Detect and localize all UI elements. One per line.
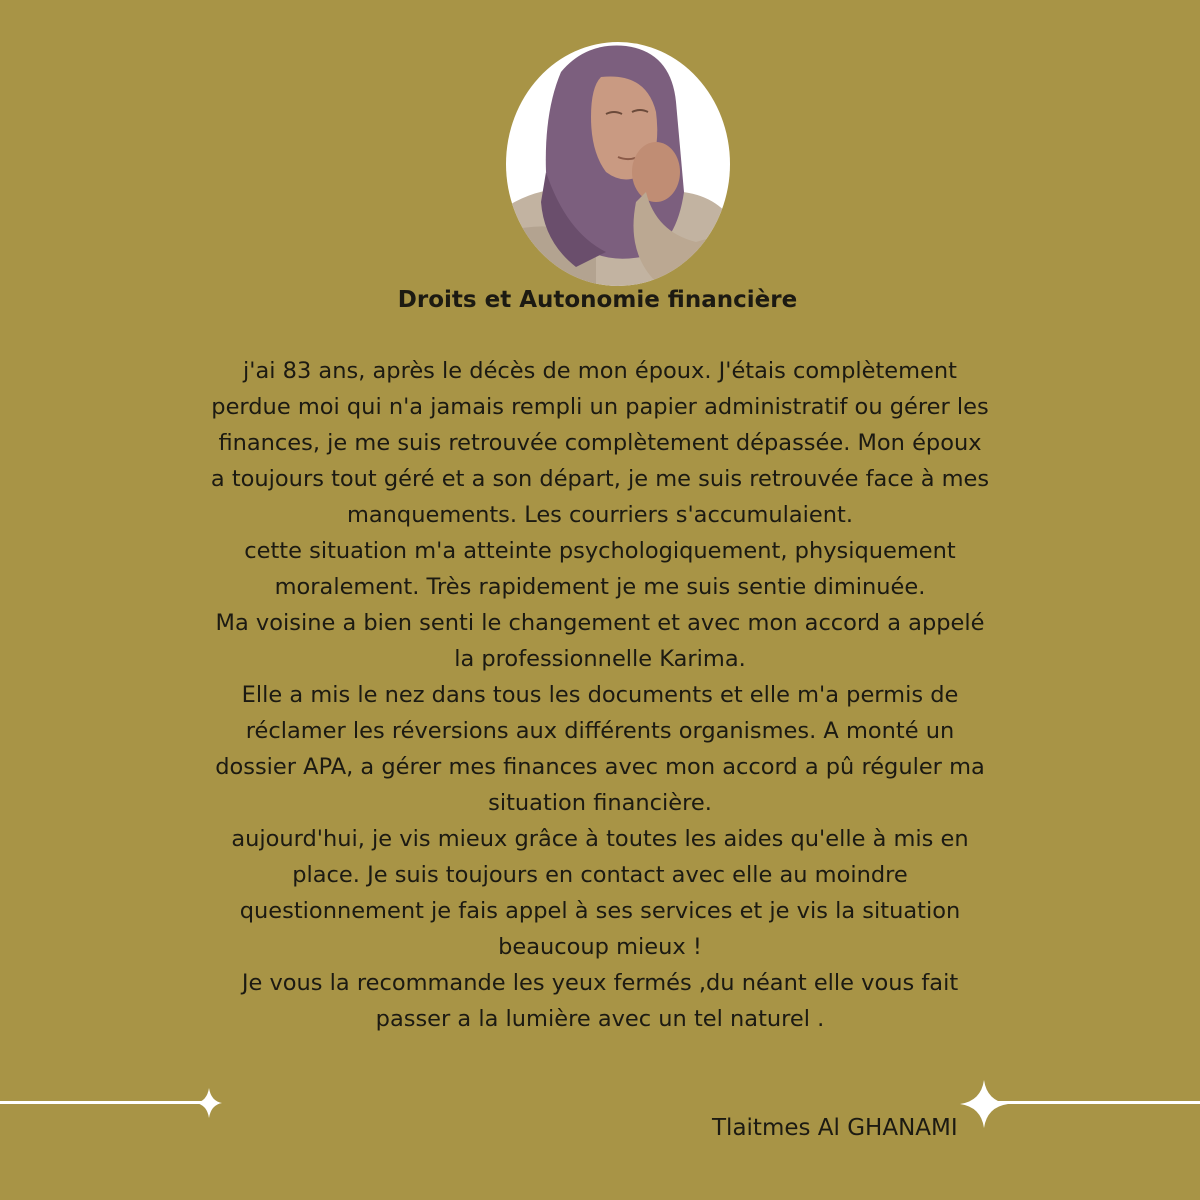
page-title: Droits et Autonomie financière (397, 287, 798, 313)
testimonial-paragraph: cette situation m'a atteinte psychologiquement, physiquement moralement. Très rapidement je me suis sentie diminuée. (244, 538, 956, 600)
author-signature: Tlaitmes Al GHANAMI (712, 1115, 958, 1141)
testimonial-paragraph: aujourd'hui, je vis mieux grâce à toutes les aides qu'elle à mis en place. Je suis toujours en contact avec elle au moindre questionnement je fais appel à ses services et je vis la situation beaucoup mieux ! (231, 826, 969, 960)
sparkle-icon (196, 1088, 222, 1118)
left-divider-line (0, 1101, 212, 1104)
right-divider-line (990, 1101, 1200, 1104)
testimonial-paragraph: Je vous la recommande les yeux fermés ,du néant elle vous fait passer a la lumière avec un tel naturel . (241, 970, 959, 1032)
portrait-photo (506, 42, 730, 286)
testimonial-paragraph: j'ai 83 ans, après le décès de mon époux. J'étais complètement perdue moi qui n'a jamais rempli un papier administratif ou gérer les finances, je me suis retrouvée complètement dépassée. Mon époux a toujours tout géré et a son départ, je me suis retrouvée face à mes manquements. Les courriers s'accumulaient. (210, 358, 990, 528)
testimonial-text (210, 353, 990, 1037)
sparkle-icon (960, 1080, 1008, 1128)
testimonial-paragraph: Ma voisine a bien senti le changement et avec mon accord a appelé la professionnelle Karima. (215, 610, 985, 672)
testimonial-paragraph: Elle a mis le nez dans tous les documents et elle m'a permis de réclamer les réversions aux différents organismes. A monté un dossier APA, a gérer mes finances avec mon accord a pû réguler ma situation financière. (215, 682, 985, 816)
